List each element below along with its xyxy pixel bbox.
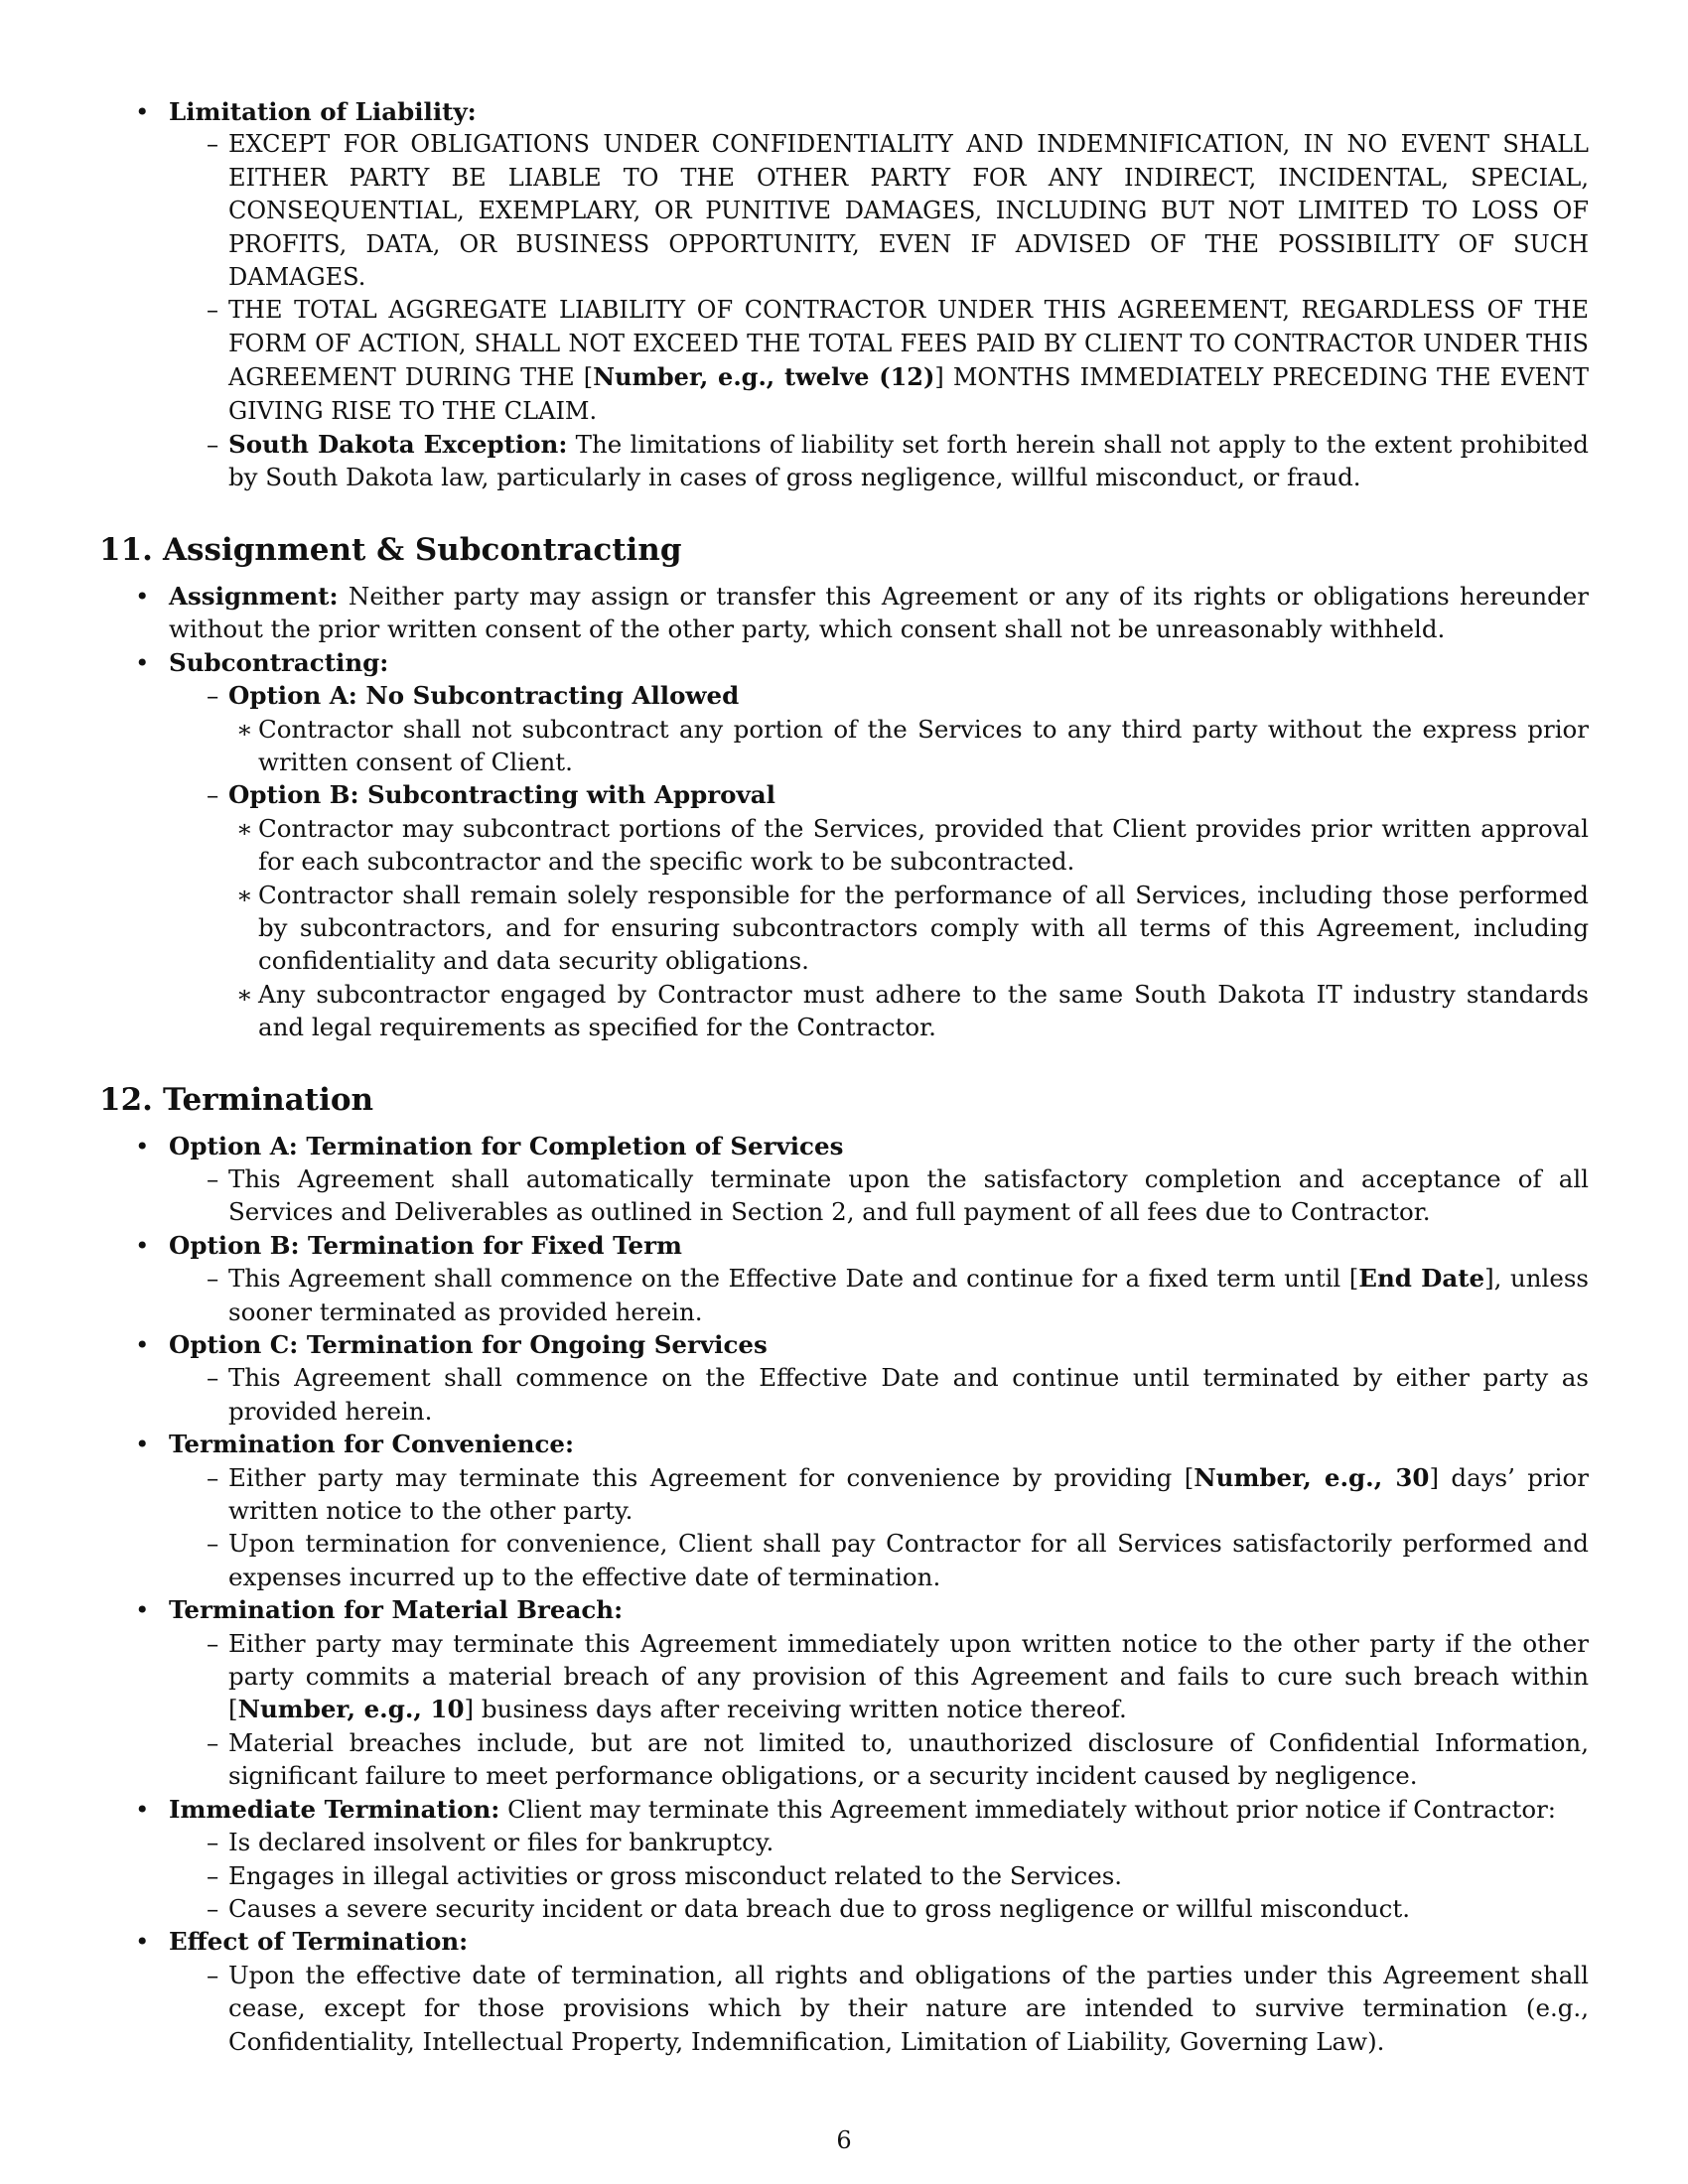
term-convenience [99, 1428, 1589, 1593]
list-item [228, 812, 1589, 879]
clause-text: EXCEPT FOR OBLIGATIONS UNDER CONFIDENTIALITY AND INDEMNIFICATION, IN NO EVENT SHALL EITHER PARTY BE LIABLE TO THE OTHER PARTY FOR ANY INDIRECT, INCIDENTAL, SPECIAL, CONSEQUENTIAL, EXEMPLARY, OR PUNITIVE DAMAGES, INCLUDING BUT NOT LIMITED TO LOSS OF PROFITS, DATA, OR BUSINESS OPPORTUNITY, EVEN IF ADVISED OF THE POSSIBILITY OF SUCH DAMAGES. [228, 130, 1589, 292]
list-item [169, 1859, 1589, 1892]
item-text: Material breaches include, but are not limited to, unauthorized disclosure of Confidential Information, significant failure to meet performance obligations, or a security incident caused by negligence. [228, 1727, 1589, 1791]
term-immediate-sublist [169, 1826, 1589, 1925]
assignment-text: Neither party may assign or transfer this Agreement or any of its rights or obligations hereunder without the prior written consent of the other party, which consent shall not be unreasonably withheld. [169, 581, 1589, 644]
term-option-a [99, 1130, 1589, 1229]
bullet-marker: • [135, 1330, 150, 1359]
term-option-b-sublist [169, 1262, 1589, 1328]
placeholder-cure-days: Number, e.g., 10 [237, 1695, 465, 1724]
item-text: Causes a severe security incident or data breach due to gross negligence or willful misconduct. [228, 1893, 1411, 1923]
item-text-post: ] days’ prior written notice to the other party. [228, 1462, 1589, 1526]
item-text: Is declared insolvent or files for bankruptcy. [228, 1828, 774, 1857]
section-title: Assignment & Subcontracting [163, 531, 682, 568]
liability-item [99, 95, 1589, 494]
dash-marker: – [207, 1163, 219, 1193]
bullet-marker: • [135, 1927, 150, 1957]
item-text: Contractor shall remain solely responsible for the performance of all Services, including those performed by subcontractors, and for ensuring subcontractors comply with all terms of this Agreement, including confidentiality and data security obligations. [258, 880, 1589, 976]
list-item [169, 1361, 1589, 1428]
item-text: This Agreement shall commence on the Effective Date and continue until terminated by either party as provided herein. [228, 1363, 1589, 1426]
sub-option-a-items [228, 713, 1589, 779]
assignment-item [99, 580, 1589, 646]
item-text: This Agreement shall automatically terminate upon the satisfactory completion and acceptance of all Services and Deliverables as outlined in Section 2, and full payment of all fees due to Contractor. [228, 1163, 1589, 1227]
asterisk-marker: ∗ [236, 979, 253, 1009]
bullet-marker: • [135, 1595, 150, 1625]
sd-exception-label: South Dakota Exception: [228, 430, 568, 460]
dash-marker: – [207, 1828, 219, 1857]
sd-exception-text: The limitations of liability set forth herein shall not apply to the extent prohibited by South Dakota law, particularly in cases of gross negligence, willful misconduct, or fraud. [228, 430, 1589, 492]
term-option-c-label: Option C: Termination for Ongoing Services [169, 1330, 768, 1359]
item-text-pre: This Agreement shall commence on the Effective Date and continue for a fixed term until [ [228, 1264, 1359, 1294]
dash-marker: – [207, 1529, 219, 1559]
section-12-heading [99, 1082, 1589, 1118]
item-text-pre: Either party may terminate this Agreement immediately upon written notice to the other party if the other party commits a material breach of any provision of this Agreement and fails to cure such breach within [ [228, 1628, 1589, 1724]
term-breach-label: Termination for Material Breach: [169, 1595, 624, 1625]
liability-clause-sd-exception [169, 428, 1589, 494]
placeholder-notice-days: Number, e.g., 30 [1194, 1462, 1430, 1492]
page-number: 6 [836, 2126, 852, 2154]
bullet-marker: • [135, 581, 150, 611]
item-text: Upon the effective date of termination, all rights and obligations of the parties under this Agreement shall cease, except for those provisions which by their nature are intended to survive termination (e.g., Confidentiality, Intellectual Property, Indemnification, Limitation of Liability, Governing Law). [228, 1960, 1589, 2056]
term-immediate-text: Client may terminate this Agreement immediately without prior notice if Contractor: [499, 1794, 1557, 1824]
liability-list [99, 95, 1589, 494]
assignment-label: Assignment: [169, 581, 339, 611]
clause-text-pre: THE TOTAL AGGREGATE LIABILITY OF CONTRACTOR UNDER THIS AGREEMENT, REGARDLESS OF THE FORM OF ACTION, SHALL NOT EXCEED THE TOTAL FEES PAID BY CLIENT TO CONTRACTOR UNDER THIS AGREEMENT DURING THE [ [228, 296, 1589, 392]
term-breach [99, 1593, 1589, 1792]
section-12-list [99, 1130, 1589, 2058]
section-number: 12. [99, 1081, 153, 1118]
document-page [99, 95, 1589, 2058]
term-convenience-label: Termination for Convenience: [169, 1430, 575, 1459]
dash-marker: – [207, 1264, 219, 1294]
liability-clause-cap [169, 294, 1589, 428]
list-item [228, 978, 1589, 1044]
list-item [169, 1826, 1589, 1858]
term-effect [99, 1925, 1589, 2058]
term-option-c [99, 1328, 1589, 1428]
dash-marker: – [207, 296, 218, 325]
dash-marker: – [207, 1462, 219, 1492]
bullet-marker: • [135, 1794, 150, 1824]
item-text: Upon termination for convenience, Client shall pay Contractor for all Services satisfactorily performed and expenses incurred up to the effective date of termination. [228, 1529, 1589, 1591]
term-immediate-label: Immediate Termination: [169, 1794, 500, 1824]
bullet-marker: • [135, 647, 150, 677]
bullet-marker: • [135, 1230, 150, 1260]
item-text: Contractor shall not subcontract any portion of the Services to any third party without the express prior written consent of Client. [258, 714, 1589, 776]
list-item [228, 879, 1589, 978]
term-convenience-sublist [169, 1461, 1589, 1594]
bullet-marker: • [135, 97, 150, 126]
item-text-post: ] business days after receiving written notice thereof. [464, 1695, 1127, 1724]
list-item [169, 1892, 1589, 1925]
liability-clause-exclusion [169, 128, 1589, 294]
dash-marker: – [207, 780, 219, 810]
sub-option-b [169, 778, 1589, 1043]
dash-marker: – [207, 430, 219, 460]
item-text: Any subcontractor engaged by Contractor must adhere to the same South Dakota IT industry standards and legal requirements as specified for the Contractor. [258, 979, 1589, 1042]
sub-option-a [169, 679, 1589, 778]
list-item [169, 1461, 1589, 1528]
list-item [228, 713, 1589, 779]
placeholder-end-date: End Date [1358, 1264, 1485, 1294]
list-item [169, 1726, 1589, 1793]
placeholder-months: Number, e.g., twelve (12) [593, 362, 935, 392]
term-effect-label: Effect of Termination: [169, 1927, 469, 1957]
term-breach-sublist [169, 1627, 1589, 1793]
term-option-a-sublist [169, 1162, 1589, 1229]
asterisk-marker: ∗ [236, 714, 253, 744]
subcontracting-options [169, 679, 1589, 1043]
dash-marker: – [207, 1727, 219, 1757]
term-immediate [99, 1793, 1589, 1926]
item-text-pre: Either party may terminate this Agreement for convenience by providing [ [228, 1462, 1195, 1492]
asterisk-marker: ∗ [236, 813, 253, 843]
section-title: Termination [163, 1081, 374, 1118]
section-11-list [99, 580, 1589, 1044]
dash-marker: – [207, 681, 219, 711]
term-effect-sublist [169, 1959, 1589, 2058]
liability-sublist [169, 128, 1589, 493]
list-item [169, 1262, 1589, 1328]
sub-option-b-items [228, 812, 1589, 1044]
term-option-c-sublist [169, 1361, 1589, 1428]
item-text: Contractor may subcontract portions of the Services, provided that Client provides prior written approval for each subcontractor and the specific work to be subcontracted. [258, 813, 1589, 877]
term-option-a-label: Option A: Termination for Completion of Services [169, 1131, 844, 1160]
item-text: Engages in illegal activities or gross misconduct related to the Services. [228, 1860, 1123, 1890]
dash-marker: – [207, 1960, 219, 1989]
dash-marker: – [207, 1893, 219, 1923]
list-item [169, 1527, 1589, 1593]
section-11-heading [99, 532, 1589, 568]
item-text-post: ], unless sooner terminated as provided herein. [228, 1264, 1589, 1326]
sub-option-a-label: Option A: No Subcontracting Allowed [228, 681, 740, 711]
list-item [169, 1162, 1589, 1229]
subcontracting-item [99, 646, 1589, 1044]
bullet-marker: • [135, 1430, 150, 1459]
dash-marker: – [207, 1363, 219, 1393]
dash-marker: – [207, 130, 218, 159]
sub-option-b-label: Option B: Subcontracting with Approval [228, 780, 775, 810]
bullet-marker: • [135, 1131, 150, 1160]
term-option-b [99, 1229, 1589, 1328]
dash-marker: – [207, 1860, 219, 1890]
list-item [169, 1959, 1589, 2058]
asterisk-marker: ∗ [236, 880, 253, 909]
liability-heading: Limitation of Liability: [169, 97, 477, 126]
list-item [169, 1627, 1589, 1726]
section-number: 11. [99, 531, 153, 568]
clause-text-post: ] MONTHS IMMEDIATELY PRECEDING THE EVENT GIVING RISE TO THE CLAIM. [228, 363, 1589, 425]
subcontracting-label: Subcontracting: [169, 647, 389, 677]
dash-marker: – [207, 1628, 219, 1658]
term-option-b-label: Option B: Termination for Fixed Term [169, 1230, 682, 1260]
